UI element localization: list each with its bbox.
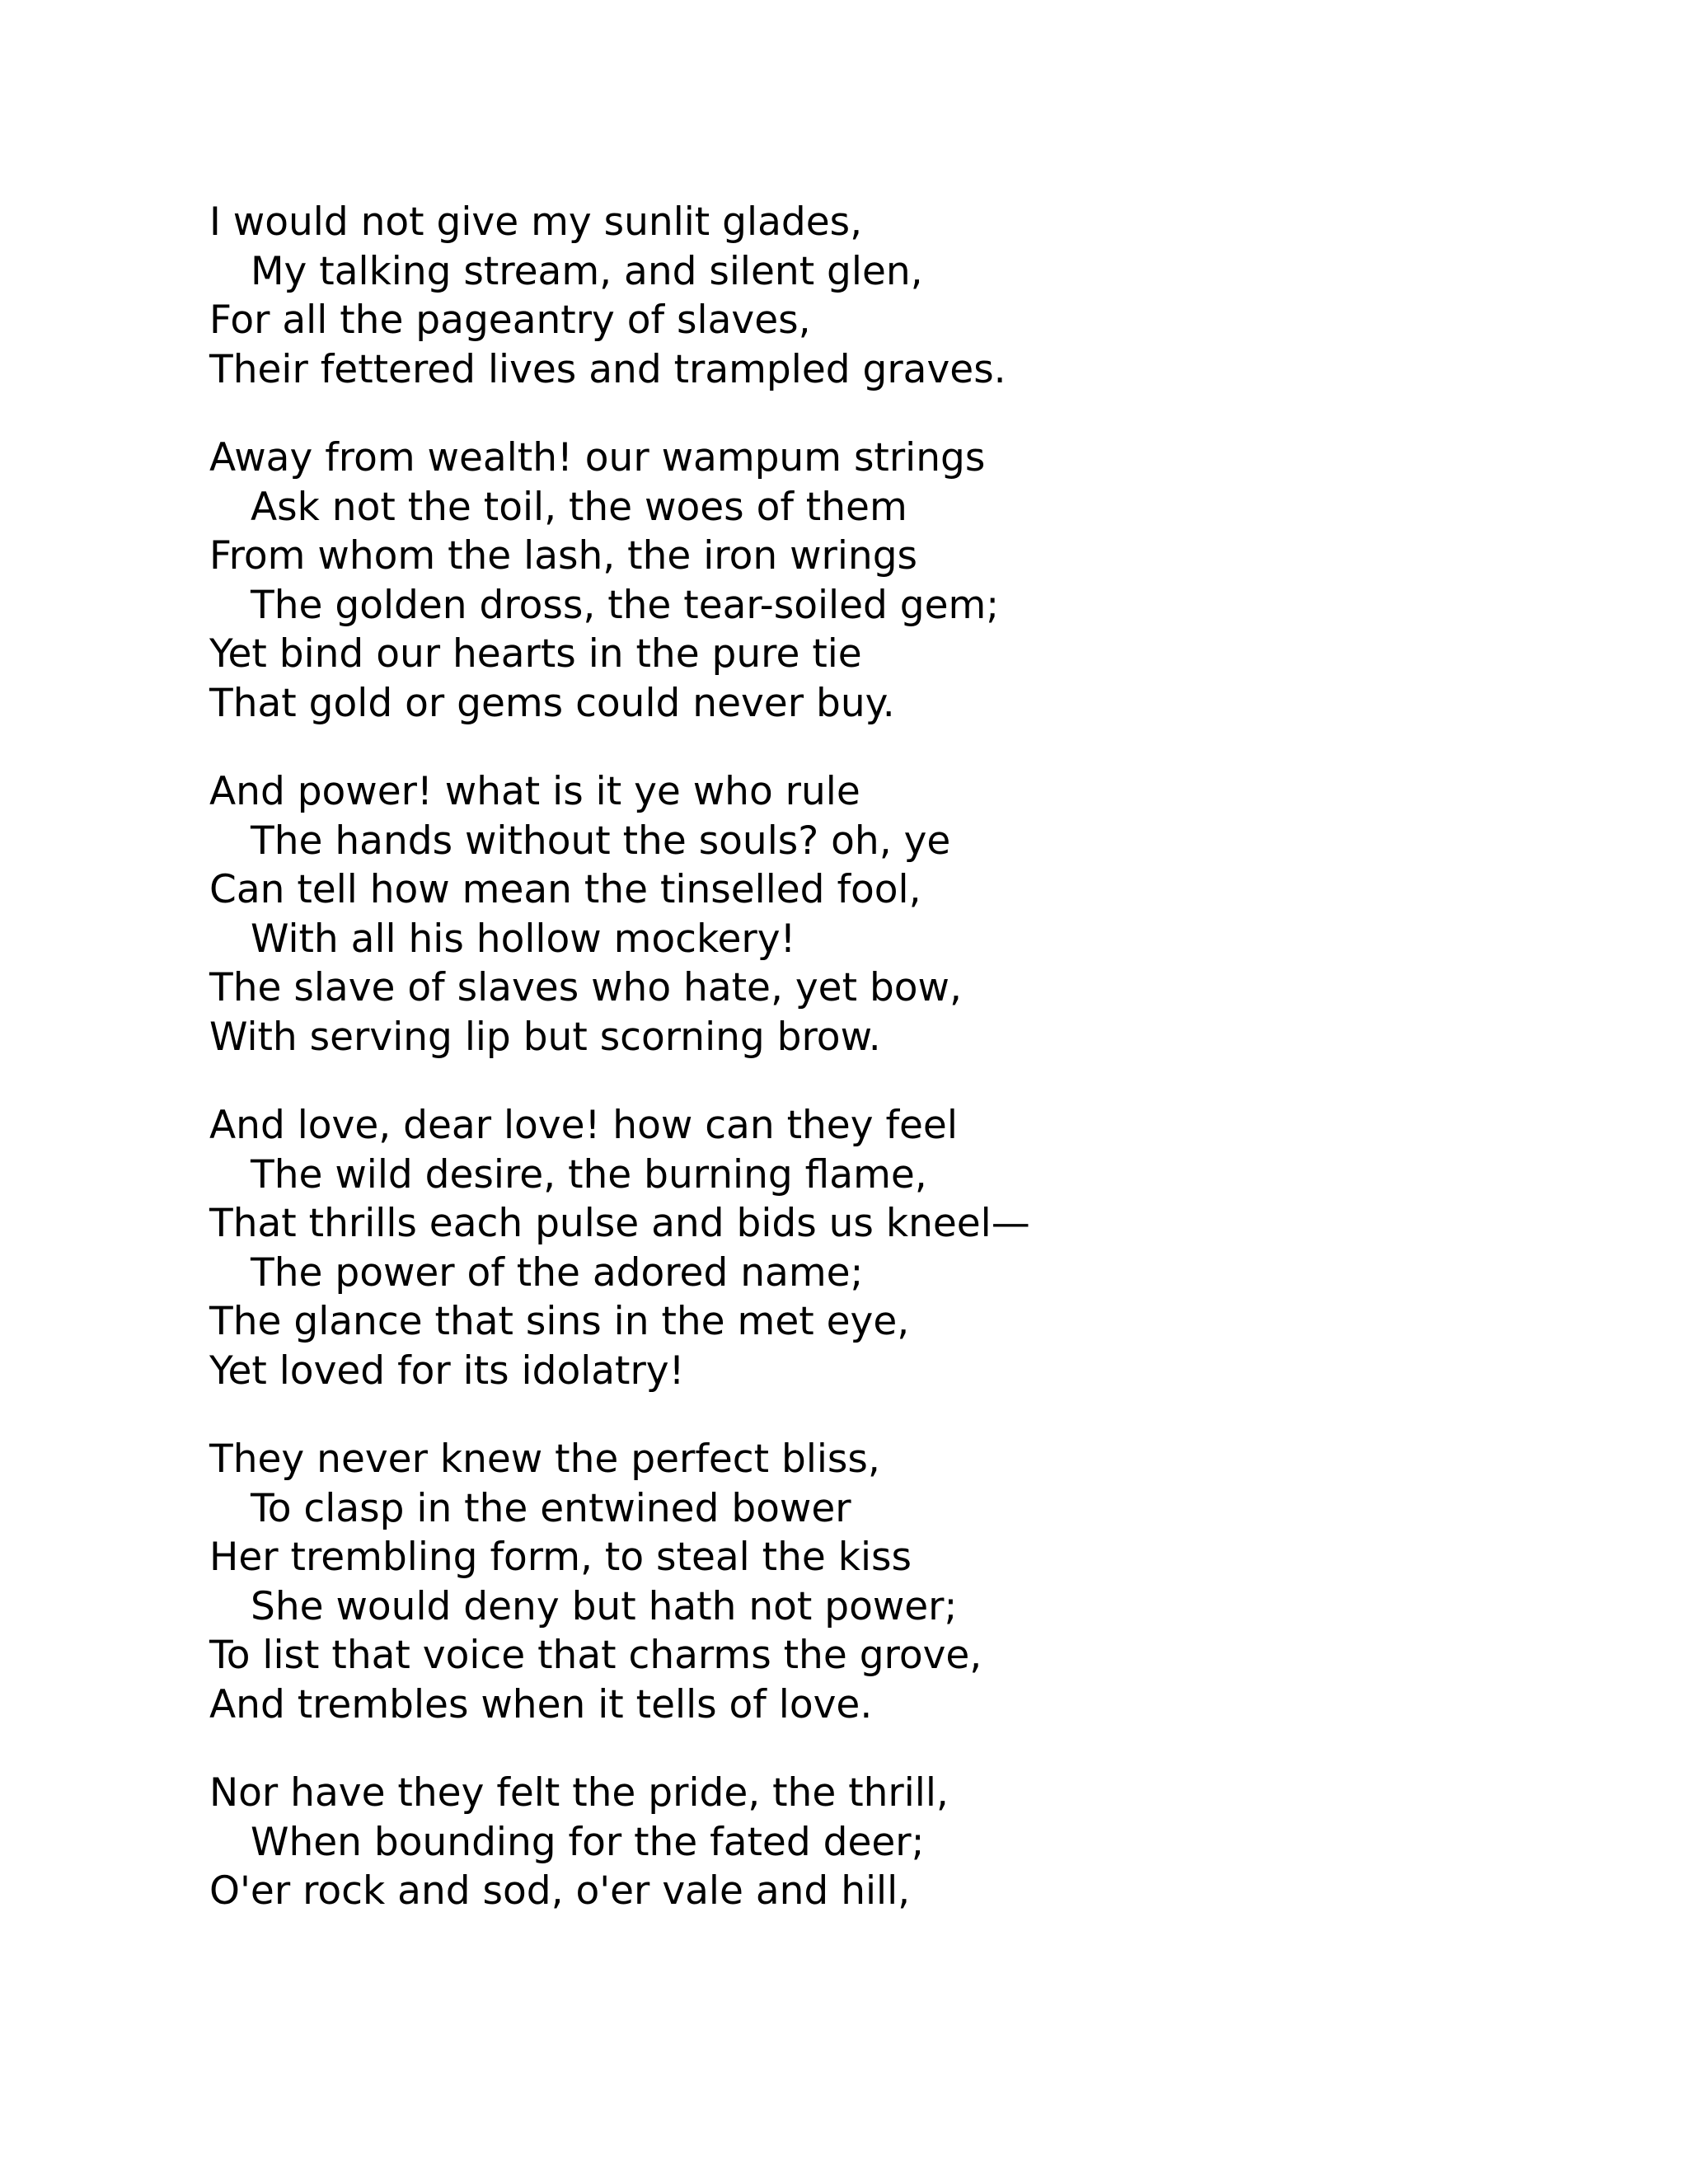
poem-line: The power of the adored name; (251, 1249, 864, 1296)
poem-stanza (209, 434, 1611, 728)
poem-stanza (209, 198, 1611, 394)
poem-line: Yet loved for its idolatry! (209, 1347, 685, 1394)
poem-line: That gold or gems could never buy. (209, 680, 895, 726)
poem-line: To clasp in the entwined bower (251, 1485, 851, 1531)
poem-line: With all his hollow mockery! (251, 916, 796, 962)
poem-line: From whom the lash, the iron wrings (209, 533, 918, 579)
poem-line: They never knew the perfect bliss, (209, 1436, 880, 1482)
poem-body (209, 198, 1611, 1956)
poem-line: With serving lip but scorning brow. (209, 1014, 881, 1060)
poem-stanza (209, 1435, 1611, 1729)
poem-line: Their fettered lives and trampled graves. (209, 346, 1006, 392)
poem-line: The slave of slaves who hate, yet bow, (209, 965, 962, 1010)
poem-stanza (209, 1769, 1611, 1916)
poem-line: The wild desire, the burning flame, (251, 1151, 927, 1197)
poem-line: When bounding for the fated deer; (251, 1819, 925, 1865)
poem-line: Yet bind our hearts in the pure tie (209, 631, 862, 677)
poem-line: And power! what is it ye who rule (209, 769, 860, 814)
poem-line: She would deny but hath not power; (251, 1583, 958, 1629)
poem-line: Away from wealth! our wampum strings (209, 435, 986, 480)
poem-line: Nor have they felt the pride, the thrill, (209, 1770, 949, 1816)
poem-stanza (209, 767, 1611, 1062)
poem-line: The golden dross, the tear-soiled gem; (251, 582, 1000, 628)
poem-line: That thrills each pulse and bids us kneel— (209, 1201, 1030, 1246)
poem-line: The hands without the souls? oh, ye (251, 818, 951, 864)
poem-line: And trembles when it tells of love. (209, 1681, 873, 1727)
poem-line: Her trembling form, to steal the kiss (209, 1535, 912, 1580)
poem-line: O'er rock and sod, o'er vale and hill, (209, 1868, 911, 1914)
poem-stanza (209, 1101, 1611, 1395)
poem-line: And love, dear love! how can they feel (209, 1103, 958, 1148)
poem-line: The glance that sins in the met eye, (209, 1299, 910, 1344)
poem-line: I would not give my sunlit glades, (209, 199, 863, 245)
poem-line: My talking stream, and silent glen, (251, 248, 923, 294)
poem-line: For all the pageantry of slaves, (209, 298, 811, 343)
poem-line: To list that voice that charms the grove, (209, 1633, 982, 1678)
poem-line: Can tell how mean the tinselled fool, (209, 867, 921, 912)
poem-line: Ask not the toil, the woes of them (251, 484, 907, 530)
